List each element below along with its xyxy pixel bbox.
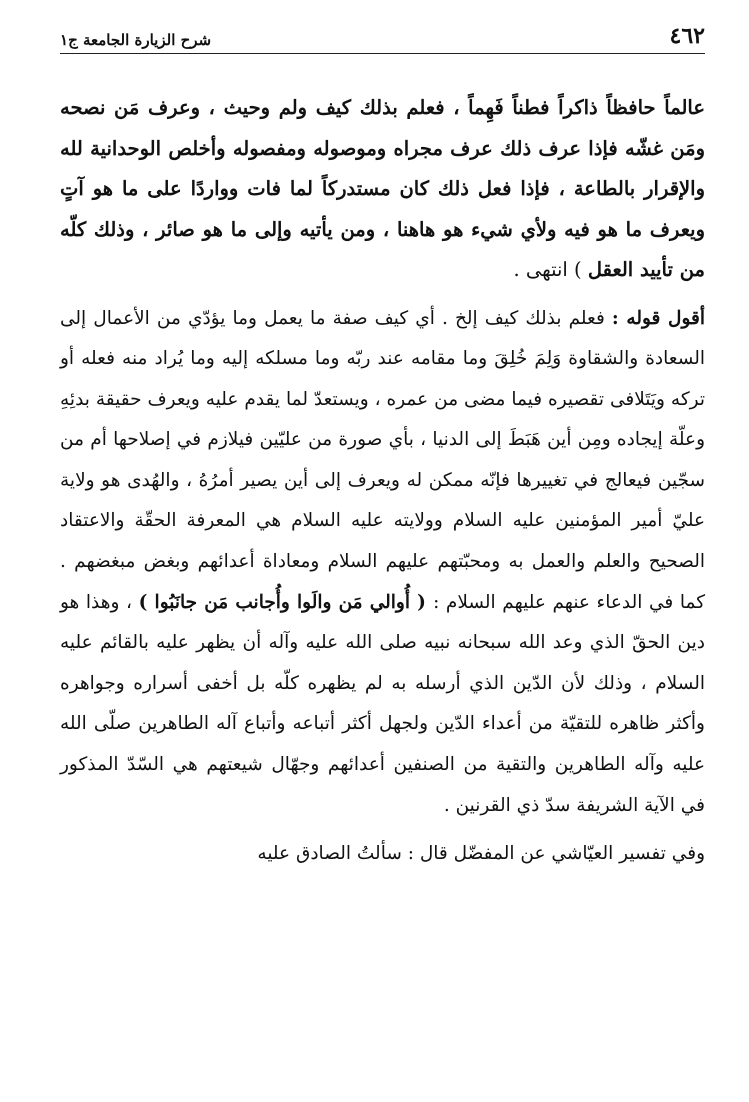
- page-number: ٤٦٢: [669, 23, 705, 49]
- body-text: [60, 88, 705, 874]
- quote-end-marker: ) انتهى .: [513, 258, 588, 281]
- tafsir-paragraph: [60, 834, 705, 874]
- quoted-hadith-text: عالماً حافظاً ذاكراً فطناً فَهِماً ، فعلم بذلك كيف ولم وحيث ، وعرف مَن نصحه ومَن غشّه فإذا عرف ذلك عرف مجراه وموصوله ومفصوله وأخلص الوحدانية لله والإقرار بالطاعة ، فإذا فعل ذلك كان مستدركاً لما فات وواردًا على ما هو آتٍ ويعرف ما هو فيه ولأي شيء هو هاهنا ، ومن يأتيه وإلى ما هو صائر ، وذلك كلّه من تأييد العقل: [60, 96, 705, 281]
- commentary-text-a: فعلم بذلك كيف إلخ . أي كيف صفة ما يعمل وما يؤدّي من الأعمال إلى السعادة والشقاوة وَلِمَ خُلِقَ وما مقامه عند ربّه وما مسلكه إليه وما يُراد منه فعله أو تركه ويَتَلافى تقصيره فيما مضى من عمره ، ويستعدّ لما يقدم عليه ويعرف حقيقة بدئِهِ وعلّة إيجاده ومِن أين هَبَطَ إلى الدنيا ، بأي صورة من عليّين فيلازم في إصلاحها أم من سجّين فيعالج في تغييرها فإنّه ممكن له ويعرف إلى أين يصير أمرُهُ ، والهُدى هو ولاية عليّ أمير المؤمنين عليه السلام وولايته عليه السلام هي المعرفة الحقّة والاعتقاد الصحيح والعلم والعمل به ومحبّتهم عليهم السلام ومعاداة أعدائهم وبغض مبغضهم . كما في الدعاء عنهم عليهم السلام :: [60, 307, 706, 613]
- commentary-paragraph: [60, 299, 705, 827]
- tafsir-text: وفي تفسير العيّاشي عن المفضّل قال : سألتُ الصادق عليه: [257, 843, 705, 865]
- page-header: [60, 24, 705, 54]
- commentary-text-b: ، وهذا هو دين الحقّ الذي وعد الله سبحانه نبيه صلى الله عليه وآله أن يظهر عليه بالقائم عليه السلام ، وذلك لأن الدّين الذي أرسله به لم يظهره كلّه بل أخفى أسراره وجواهره وأكثر ظاهره للتقيّة من أعداء الدّين ولجهل أكثر أتباعه وأتباع آله الطاهرين صلّى الله عليه وآله الطاهرين والتقية من الصنفين أعدائهم وجهّال شيعتهم هي السّدّ المذكور في الآية الشريفة سدّ ذي القرنين .: [60, 591, 705, 816]
- commentary-label: أقول قوله :: [611, 307, 705, 329]
- quoted-hadith-paragraph: [60, 88, 705, 291]
- running-title: شرح الزيارة الجامعة ج١: [60, 31, 212, 49]
- supplication-quote: ( أُوالي مَن والَوا وأُجانب مَن جانَبُوا ): [138, 591, 434, 613]
